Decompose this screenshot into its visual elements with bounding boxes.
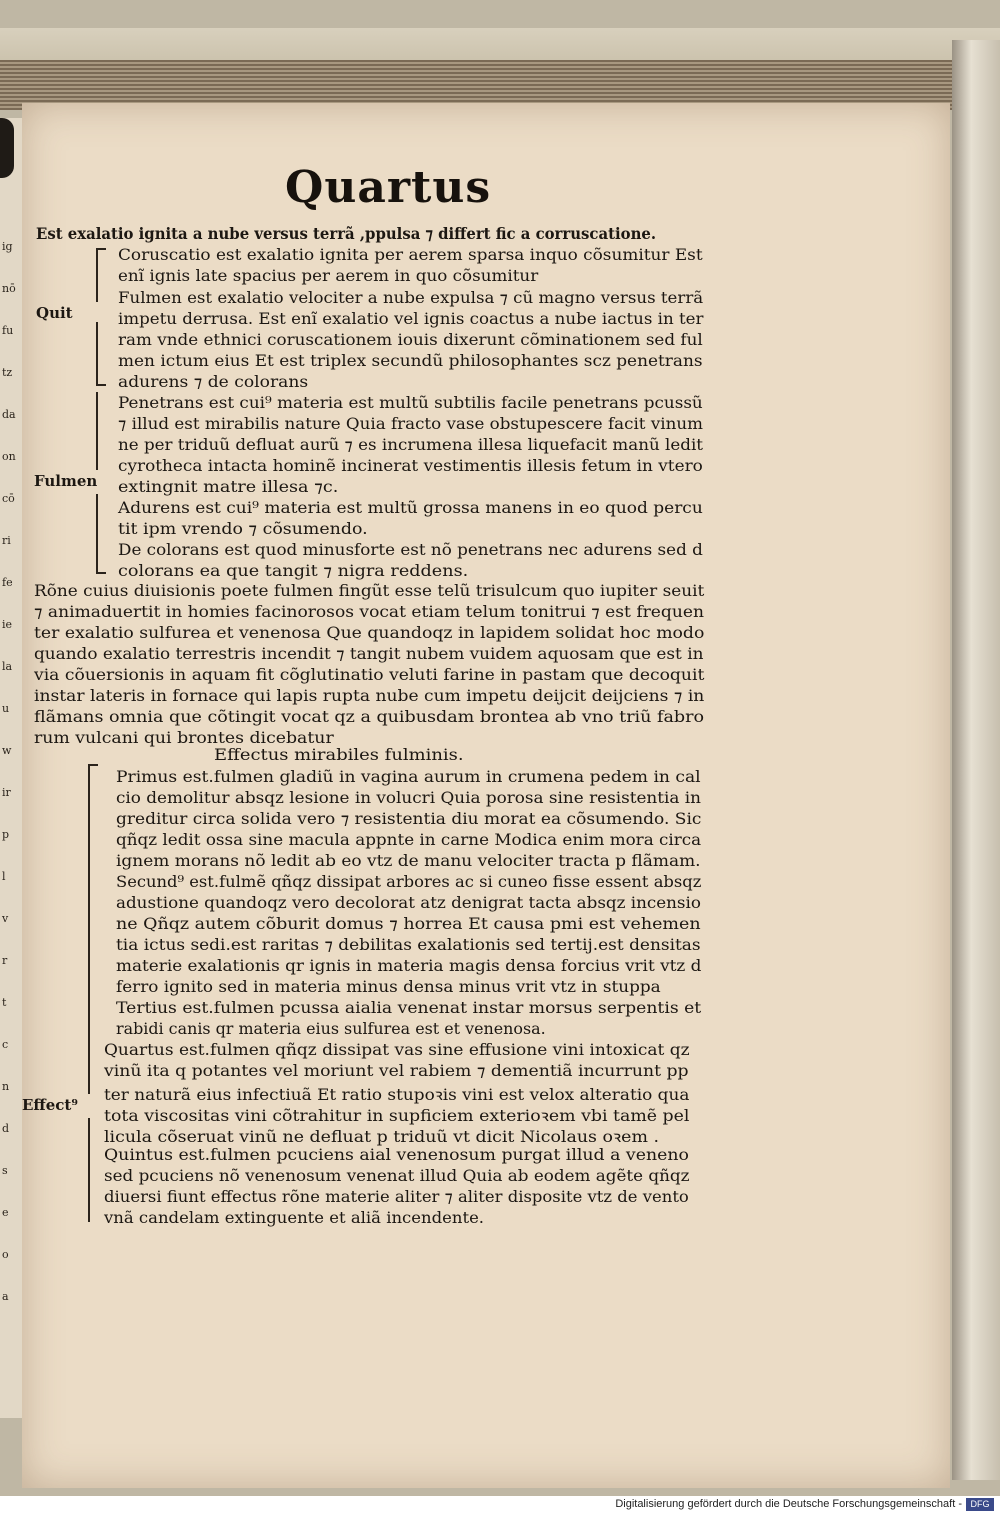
text-line: Effectus mirabiles fulminis. <box>214 746 464 764</box>
text-line: sed pcuciens nõ venenosum venenat illud Quia ab eodem agẽte qñqz <box>104 1167 690 1185</box>
facing-page-fragment: ie <box>2 618 13 631</box>
text-line: tit ipm vrendo ⁊ cõsumendo. <box>118 520 368 538</box>
text-line: materie exalationis qr ignis in materia magis densa forcius vrit vtz d <box>116 957 702 975</box>
text-line: ⁊ illud est mirabilis nature Quia fracto vase obstupescere facit vinum <box>118 415 703 433</box>
text-line: Rõne cuius diuisionis poete fulmen fingũt esse telũ trisulcum quo iupiter seuit <box>34 582 705 600</box>
bracket-quit <box>96 268 98 302</box>
facing-page-fragment: fu <box>2 324 14 337</box>
text-line: tota viscositas vini cõtrahitur in supficiem exterioꝛem vbi tamẽ pel <box>104 1107 690 1125</box>
facing-page-fragment: da <box>2 408 16 421</box>
bracket-fulmen-lower <box>96 494 98 552</box>
bracket-quit-lower <box>96 322 98 366</box>
text-line: Quintus est.fulmen pcuciens aial venenosum purgat illud a veneno <box>104 1146 689 1164</box>
facing-page-fragment: d <box>2 1122 10 1135</box>
text-line: vinũ ita q potantes vel moriunt vel rabiem ⁊ dementiã incurrunt pp <box>104 1062 689 1080</box>
bracket-effect-top <box>88 764 98 786</box>
facing-page-fragment: v <box>2 912 9 925</box>
facing-page-fragment: nō <box>2 282 16 295</box>
footer-credit: Digitalisierung gefördert durch die Deutsche Forschungsgemeinschaft - <box>615 1498 962 1510</box>
text-line: Quartus est.fulmen qñqz dissipat vas sine effusione vini intoxicat qz <box>104 1041 690 1059</box>
facing-page-fragment: n <box>2 1080 10 1093</box>
facing-page-fragment: t <box>2 996 7 1009</box>
text-line: Adurens est cui⁹ materia est multũ grossa manens in eo quod percu <box>118 499 703 517</box>
facing-page-fragment: r <box>2 954 8 967</box>
facing-page-fragment: c <box>2 1038 9 1051</box>
facing-page-fragment: on <box>2 450 16 463</box>
facing-page-fragment: ri <box>2 534 11 547</box>
facing-page-fragment: fe <box>2 576 13 589</box>
bracket-quit-top <box>96 248 106 270</box>
text-line: men ictum eius Et est triplex secundũ philosophantes scz penetrans <box>118 352 703 370</box>
facing-page-fragment: w <box>2 744 12 757</box>
text-line: tia ictus sedi.est raritas ⁊ debilitas exalationis sed tertij.est densitas <box>116 936 701 954</box>
text-line: ram vnde ethnici coruscationem iouis dixerunt cõminationem sed ful <box>118 331 703 349</box>
text-line: greditur circa solida vero ⁊ resistentia diu morat ea cõsumendo. Sic <box>116 810 702 828</box>
text-line: qñqz ledit ossa sine macula appnte in carne Modica enim mora circa <box>116 831 702 849</box>
dfg-logo: DFG <box>966 1498 994 1511</box>
text-line: ter naturã eius infectiuã Et ratio stupoꝛis vini est velox alteratio qua <box>104 1086 690 1104</box>
text-line: ne per triduũ defluat aurũ ⁊ es incrumena illesa liquefacit manũ ledit <box>118 436 703 454</box>
bracket-fulmen <box>96 392 98 470</box>
bracket-effect <box>88 784 90 1094</box>
facing-page-fragment: ig <box>2 240 13 253</box>
footer-bar <box>0 1496 1000 1515</box>
text-line: Primus est.fulmen gladiũ in vagina aurum in crumena pedem in cal <box>116 768 701 786</box>
text-line: ignem morans nõ ledit ab eo vtz de manu velociter tracta p flãmam. <box>116 852 701 870</box>
text-line: adustione quandoqz vero decolorat atz denigrat tacta absqz incensio <box>116 894 701 912</box>
text-line: flãmans omnia que cõtingit vocat qz a quibusdam brontea ab vno triũ fabro <box>34 708 705 726</box>
facing-page-fragment: u <box>2 702 10 715</box>
text-line: Secund⁹ est.fulmẽ qñqz dissipat arbores ac si cuneo fisse essent absqz <box>116 873 702 891</box>
facing-page-fragment: s <box>2 1164 8 1177</box>
text-line: ⁊ animaduertit in homies facinorosos vocat etiam telum tonitrui ⁊ est frequen <box>34 603 704 621</box>
text-line: instar lateris in fornace qui lapis rupta nube cum impetu deijcit deijciens ⁊ in <box>34 687 705 705</box>
text-line: extingnit matre illesa ⁊c. <box>118 478 339 496</box>
margin-note-quit: Quit <box>36 304 73 322</box>
text-line: Coruscatio est exalatio ignita per aerem sparsa inquo cõsumitur Est <box>118 246 703 264</box>
binding-shadow <box>0 118 14 178</box>
text-line: De colorans est quod minusforte est nõ penetrans nec adurens sed d <box>118 541 703 559</box>
text-line: rum vulcani qui brontes dicebatur <box>34 729 334 747</box>
facing-page-fragment: cō <box>2 492 15 505</box>
text-line: adurens ⁊ de colorans <box>118 373 309 391</box>
text-line: Est exalatio ignita a nube versus terrã ,ppulsa ⁊ differt fic a corruscatione. <box>36 224 657 243</box>
text-line: ferro ignito sed in materia minus densa minus vrit vtz in stuppa <box>116 978 661 996</box>
facing-page-fragment: o <box>2 1248 9 1261</box>
book-cover-right <box>952 40 1000 1480</box>
text-line: Tertius est.fulmen pcussa aialia venenat instar morsus serpentis et <box>116 999 702 1017</box>
margin-note-fulmen: Fulmen <box>34 472 98 490</box>
facing-page-fragment: l <box>2 870 6 883</box>
facing-page-fragment: la <box>2 660 13 673</box>
text-line: licula cõseruat vinũ ne defluat p triduũ vt dicit Nicolaus oꝛem . <box>104 1128 659 1146</box>
text-line: rabidi canis qr materia eius sulfurea est et venenosa. <box>116 1020 546 1038</box>
text-line: colorans ea que tangit ⁊ nigra reddens. <box>118 562 469 580</box>
text-line: cio demolitur absqz lesione in volucri Quia porosa sine resistentia in <box>116 789 701 807</box>
text-line: vnã candelam extinguente et aliã incendente. <box>104 1209 485 1227</box>
text-line: ne Qñqz autem cõburit domus ⁊ horrea Et causa pmi est vehemen <box>116 915 701 933</box>
facing-page-fragment: tz <box>2 366 13 379</box>
page-title: Quartus <box>285 162 492 213</box>
margin-note-effect: Effect⁹ <box>22 1096 78 1114</box>
bracket-quit-bottom <box>96 366 106 386</box>
text-line: Penetrans est cui⁹ materia est multũ subtilis facile penetrans pcussũ <box>118 394 703 412</box>
text-line: ter exalatio sulfurea et venenosa Que quandoqz in lapidem solidat hoc modo <box>34 624 705 642</box>
text-line: via cõuersionis in aquam fit cõglutinatio veluti farine in pastam que decoquit <box>34 666 705 684</box>
facing-page-fragment: ir <box>2 786 11 799</box>
facing-page-fragment: e <box>2 1206 9 1219</box>
text-line: cyrotheca intacta hominẽ incinerat vestimentis illesis fetum in vtero <box>118 457 703 475</box>
text-line: impetu derrusa. Est enĩ exalatio vel ignis coactus a nube iactus in ter <box>118 310 704 328</box>
bracket-effect-lower <box>88 1118 90 1222</box>
text-line: Fulmen est exalatio velociter a nube expulsa ⁊ cũ magno versus terrã <box>118 289 704 307</box>
facing-page-fragment: a <box>2 1290 9 1303</box>
bracket-fulmen-bottom <box>96 552 106 574</box>
facing-page-fragment: p <box>2 828 10 841</box>
text-line: quando exalatio terrestris incendit ⁊ tangit nubem vuidem aquosam que est in <box>34 645 704 663</box>
text-line: diuersi fiunt effectus rõne materie aliter ⁊ aliter disposite vtz de vento <box>104 1188 689 1206</box>
text-line: enĩ ignis late spacius per aerem in quo cõsumitur <box>118 267 539 285</box>
